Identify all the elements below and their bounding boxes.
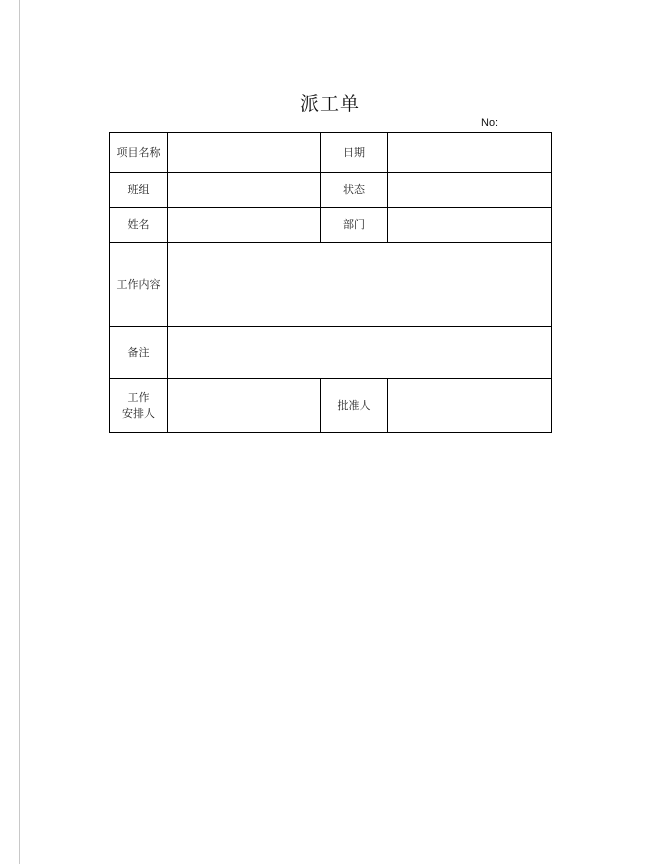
department-label: 部门 xyxy=(321,208,388,243)
team-label: 班组 xyxy=(110,173,168,208)
project-name-label: 项目名称 xyxy=(110,133,168,173)
project-name-field[interactable] xyxy=(168,133,321,173)
approver-label: 批准人 xyxy=(321,379,388,433)
document-number-label: No: xyxy=(481,117,499,129)
date-field[interactable] xyxy=(388,133,552,173)
work-content-field[interactable] xyxy=(168,243,552,327)
work-content-label: 工作内容 xyxy=(110,243,168,327)
form-row-signatures xyxy=(110,379,552,433)
form-row-name xyxy=(110,208,552,243)
assigner-label-line2: 安排人 xyxy=(122,406,155,420)
page-left-edge xyxy=(19,0,20,864)
approver-field[interactable] xyxy=(388,379,552,433)
status-field[interactable] xyxy=(388,173,552,208)
form-row-project xyxy=(110,133,552,173)
remarks-field[interactable] xyxy=(168,327,552,379)
status-label: 状态 xyxy=(321,173,388,208)
name-field[interactable] xyxy=(168,208,321,243)
form-row-remarks xyxy=(110,327,552,379)
document-title: 派工单 xyxy=(299,93,360,115)
department-field[interactable] xyxy=(388,208,552,243)
form-row-team xyxy=(110,173,552,208)
assigner-label xyxy=(110,379,168,433)
dispatch-form-table xyxy=(109,132,552,433)
date-label: 日期 xyxy=(321,133,388,173)
assigner-field[interactable] xyxy=(168,379,321,433)
team-field[interactable] xyxy=(168,173,321,208)
form-row-work-content xyxy=(110,243,552,327)
remarks-label: 备注 xyxy=(110,327,168,379)
assigner-label-line1: 工作 xyxy=(127,390,150,404)
name-label: 姓名 xyxy=(110,208,168,243)
